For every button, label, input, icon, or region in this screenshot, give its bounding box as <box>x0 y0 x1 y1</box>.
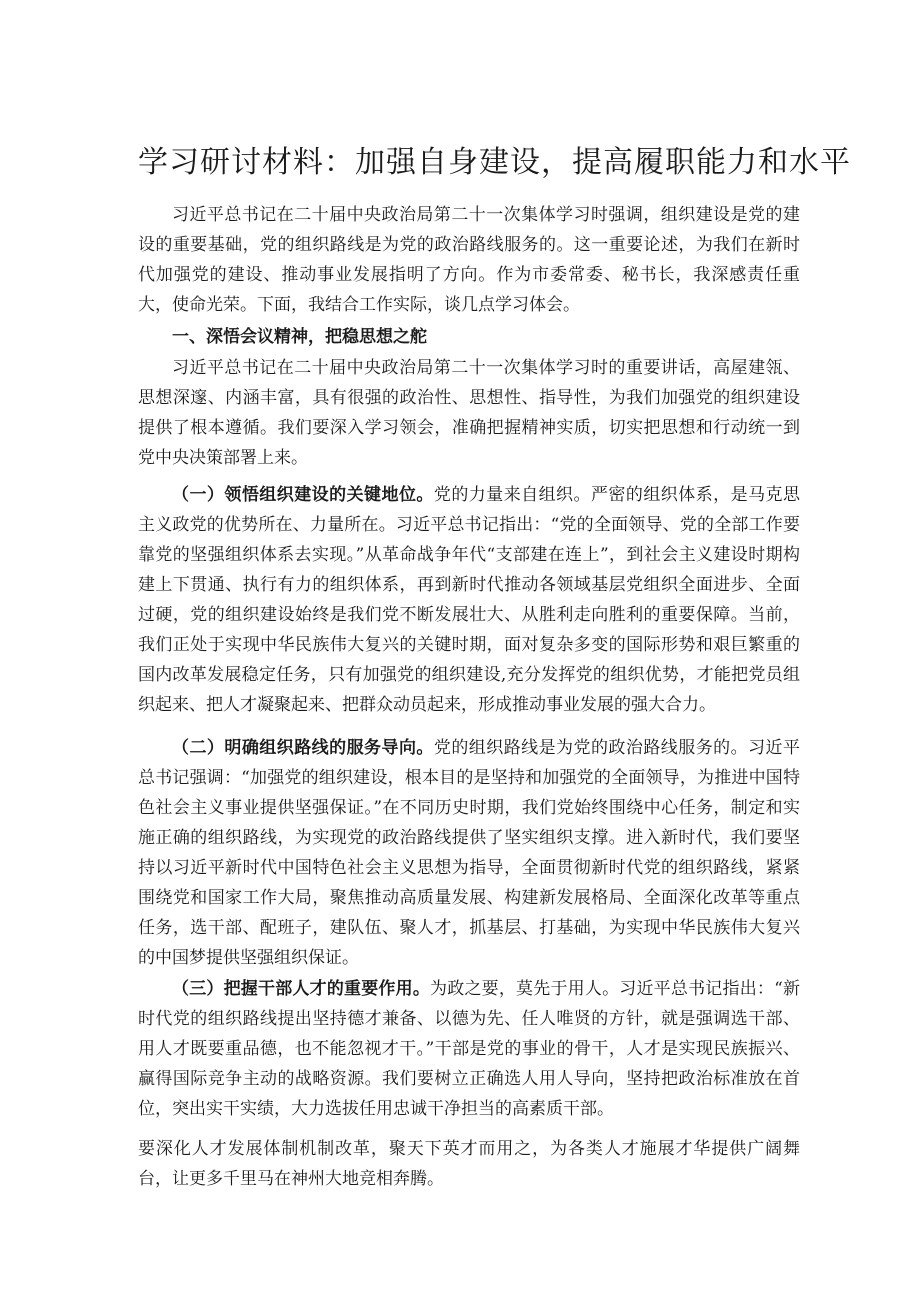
intro-paragraph: 习近平总书记在二十届中央政治局第二十一次集体学习时强调，组织建设是党的建设的重要基础，党的组织路线是为党的政治路线服务的。这一重要论述，为我们在新时代加强党的建设、推动事业发展指明了方向。作为市委常委、秘书长，我深感责任重大，使命光荣。下面，我结合工作实际，谈几点学习体会。 <box>138 205 800 315</box>
closing-paragraph: 要深化人才发展体制机制改革，聚天下英才而用之，为各类人才施展才华提供广阔舞台，让更多千里马在神州大地竞相奔腾。 <box>138 1139 800 1189</box>
subsection-two-title: （二）明确组织路线的服务导向。 <box>172 738 434 758</box>
subsection-three-title: （三）把握干部人才的重要作用。 <box>172 979 431 999</box>
subsection-three-body: 为政之要，莫先于用人。习近平总书记指出：“新时代党的组织路线提出坚持德才兼备、以德为先、任人唯贤的方针，就是强调选干部、用人才既要重品德，也不能忽视才干。”干部是党的事业的骨干，人才是实现民族振兴、赢得国际竞争主动的战略资源。我们要树立正确选人用人导向，坚持把政治标准放在首位，突出实干实绩，大力选拔任用忠诚干净担当的高素质干部。 <box>138 979 800 1119</box>
document-title: 学习研讨材料：加强自身建设，提高履职能力和水平 <box>138 145 851 180</box>
subsection-three-paragraph <box>138 974 800 1124</box>
subsection-two-body: 党的组织路线是为党的政治路线服务的。习近平总书记强调：“加强党的组织建设，根本目的是坚持和加强党的全面领导，为推进中国特色社会主义事业提供坚强保证。”在不同历史时期，我们党始终围绕中心任务，制定和实施正确的组织路线，为实现党的政治路线提供了坚实组织支撑。进入新时代，我们要坚持以习近平新时代中国特色社会主义思想为指导，全面贯彻新时代党的组织路线，紧紧围绕党和国家工作大局，聚焦推动高质量发展、构建新发展格局、全面深化改革等重点任务，选干部、配班子，建队伍、聚人才，抓基层、打基础，为实现中华民族伟大复兴的中国梦提供坚强组织保证。 <box>138 738 801 968</box>
subsection-two-paragraph <box>138 733 800 973</box>
section-one-paragraph: 习近平总书记在二十届中央政治局第二十一次集体学习时的重要讲话，高屋建瓴、思想深邃、内涵丰富，具有很强的政治性、思想性、指导性，为我们加强党的组织建设提供了根本遵循。我们要深入学习领会，准确把握精神实质，切实把思想和行动统一到党中央决策部署上来。 <box>138 358 800 468</box>
subsection-one-body: 党的力量来自组织。严密的组织体系，是马克思主义政党的优势所在、力量所在。习近平总书记指出：“党的全面领导、党的全部工作要靠党的坚强组织体系去实现。”从革命战争年代“支部建在连上”，到社会主义建设时期构建上下贯通、执行有力的组织体系，再到新时代推动各领域基层党组织全面进步、全面过硬，党的组织建设始终是我们党不断发展壮大、从胜利走向胜利的重要保障。当前，我们正处于实现中华民族伟大复兴的关键时期，面对复杂多变的国际形势和艰巨繁重的国内改革发展稳定任务，只有加强党的组织建设,充分发挥党的组织优势，才能把党员组织起来、把人才凝聚起来、把群众动员起来，形成推动事业发展的强大合力。 <box>138 485 801 715</box>
section-one-heading: 一、深悟会议精神，把稳思想之舵 <box>172 327 427 347</box>
subsection-one-title: （一）领悟组织建设的关键地位。 <box>172 485 434 505</box>
subsection-one-paragraph <box>138 480 800 720</box>
